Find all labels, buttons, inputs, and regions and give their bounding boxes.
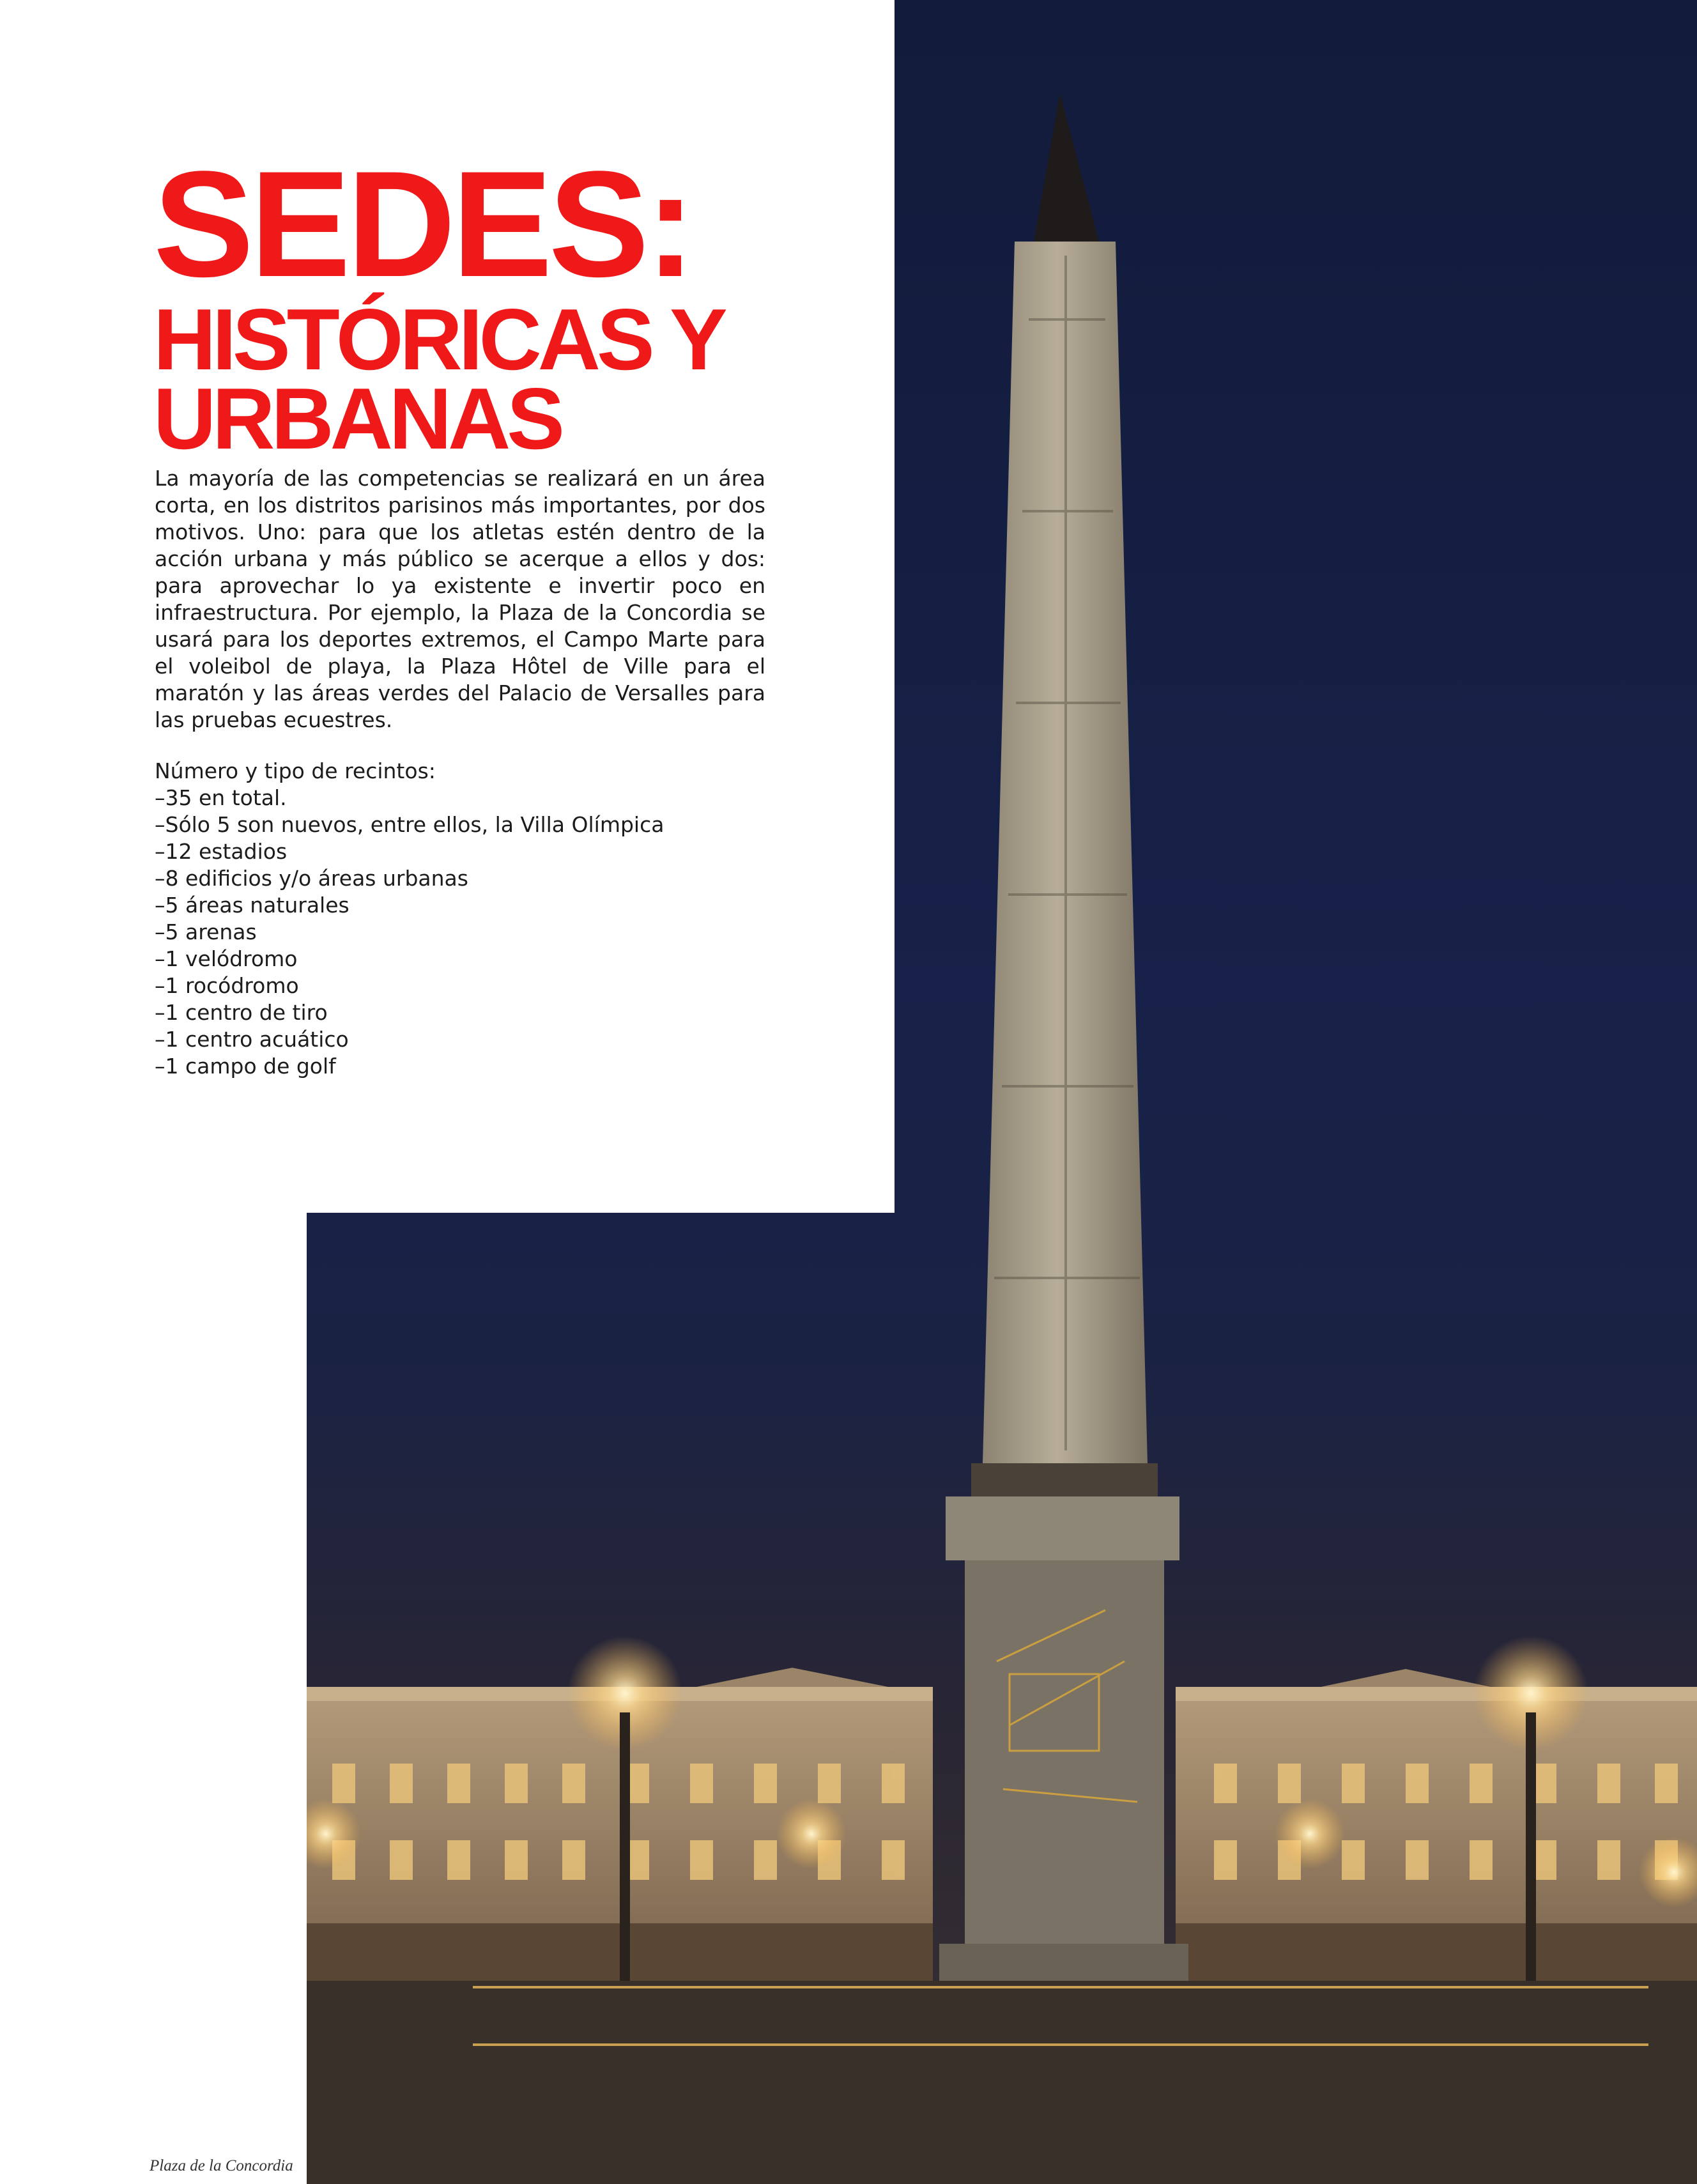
list-item: –1 velódromo [155,946,298,971]
list-item: –Sólo 5 son nuevos, entre ellos, la Villa Olímpica [155,812,664,837]
list-item: –35 en total. [155,785,287,810]
list-item: –8 edificios y/o áreas urbanas [155,866,468,891]
list-item: –5 arenas [155,919,257,944]
title-line-1: SEDES: [153,140,692,309]
plaza-ground [307,1981,1697,2184]
list-item: –1 rocódromo [155,973,299,998]
list-item: –5 áreas naturales [155,893,349,918]
list-item: –1 centro acuático [155,1027,349,1052]
title-line-3: URBANAS [153,370,561,468]
obelisk [939,93,1188,1982]
list-item: –1 campo de golf [155,1054,336,1079]
list-item: –1 centro de tiro [155,1000,328,1025]
body-paragraph: La mayoría de las competencias se realizará en un área corta, en los distritos parisinos más importantes, por dos motivos. Uno: para que los atletas estén dentro de la acción urbana y más público se acerque a ellos y dos: para aprovechar lo ya existente e invertir poco en infraestructura. Por ejemplo, la Plaza de la Concordia se usará para los deportes extremos, el Campo Marte para el voleibol de playa, la Plaza Hôtel de Ville para el maratón y las áreas verdes del Palacio de Versalles para las pruebas ecuestres. [155,466,765,732]
right-building [1176,1669,1697,2026]
page-title [153,140,869,468]
venues-heading: Número y tipo de recintos: [155,758,436,783]
title-line-2: HISTÓRICAS Y [153,291,724,388]
photo-caption: Plaza de la Concordia [150,2157,293,2174]
venues-list [155,758,794,1080]
list-item: –12 estadios [155,839,288,864]
